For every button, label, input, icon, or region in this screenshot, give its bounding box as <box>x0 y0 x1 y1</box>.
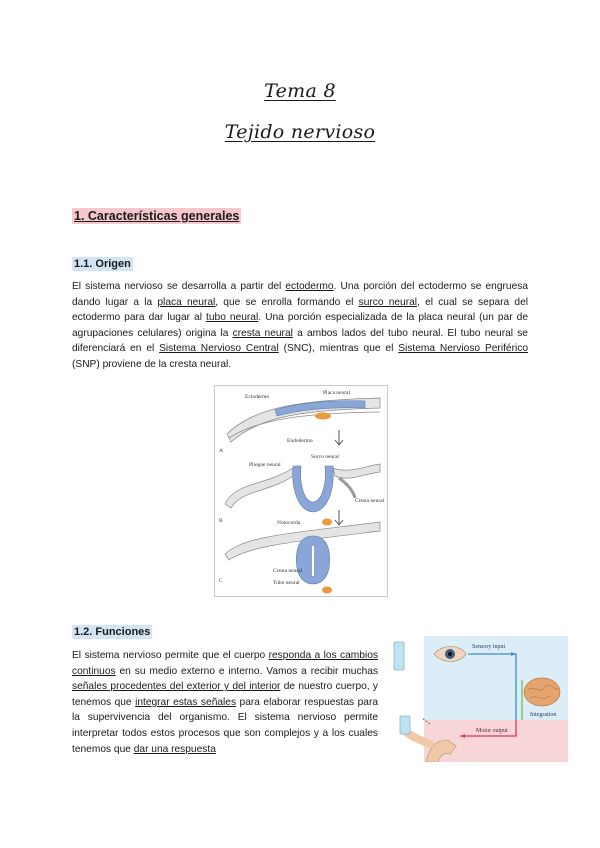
underlined-term: Sistema Nervioso Periférico <box>398 343 528 355</box>
paragraph-funciones <box>72 648 378 757</box>
text-run: . Una porción del ectodermo se engruesa dando lugar a la <box>72 281 528 308</box>
text-run: . Una porción especializada de la placa neural (un par de agrupaciones celulares) origina la <box>72 312 528 339</box>
underlined-term: tubo neural <box>206 312 259 324</box>
text-run: para elaborar respuestas para la supervivencia del organismo. El sistema nervioso permite interpretar todos estos procesos que son complejos y a los cuales tenemos que <box>72 696 379 755</box>
paragraph-origen <box>72 279 528 373</box>
title-line-1: Tema 8 <box>264 80 336 102</box>
label-cresta-neural-b: Cresta neural <box>355 498 385 504</box>
subsection-heading-origen: 1.1. Origen <box>74 258 131 270</box>
title-line-2: Tejido nervioso <box>224 121 376 143</box>
label-c: C <box>219 578 223 584</box>
text-run: (SNP) proviene de la cresta neural. <box>72 358 232 370</box>
sensory-motor-diagram <box>390 636 568 762</box>
text-run: , que se enrolla formando el <box>215 296 359 308</box>
label-notocorda: Notocorda <box>277 520 301 526</box>
text-run: a ambos lados del tubo neural. El tubo neural se diferenciará en el <box>72 327 528 355</box>
water-glass-icon <box>394 642 404 670</box>
text-run: El sistema nervioso se desarrolla a partir del <box>72 281 286 292</box>
subsection-heading-funciones: 1.2. Funciones <box>74 626 151 638</box>
underlined-term: ectodermo <box>285 281 334 292</box>
underlined-term: señales procedentes del exterior y del interior <box>72 681 281 693</box>
arrow-b-to-c <box>335 510 343 525</box>
label-integration: Integration <box>530 712 557 718</box>
notochord-c <box>322 587 332 594</box>
text-run: en su medio externo e interno. Vamos a recibir muchas <box>115 665 378 677</box>
text-run: (SNC), mientras que el <box>278 343 399 355</box>
label-endodermo: Endodermo <box>287 438 313 444</box>
text-run: de nuestro cuerpo, y tenemos que <box>72 681 379 708</box>
label-b: B <box>219 518 223 524</box>
figure-nervous-system-functions <box>390 636 568 762</box>
neural-groove-b <box>293 466 334 512</box>
label-ectodermo: Ectodermo <box>245 394 270 400</box>
underlined-term: dar una respuesta <box>133 743 216 755</box>
section-heading-caracteristicas: 1. Características generales <box>74 209 240 223</box>
neural-tube-diagram <box>215 386 387 596</box>
label-sensory-input: Sensory input <box>472 644 506 650</box>
underlined-term: cresta neural <box>232 327 293 339</box>
arrow-a-to-b <box>335 430 343 445</box>
text-run: , el cual se separa del ectodermo para dar lugar al <box>72 296 528 324</box>
label-a: A <box>219 448 223 454</box>
text-run: El sistema nervioso permite que el cuerpo <box>72 650 269 661</box>
label-surco-neural: Surco neural <box>311 454 339 460</box>
label-motor-output: Motor output <box>476 728 508 734</box>
brain-icon <box>524 678 560 706</box>
ectoderm-layer-b-right <box>333 464 380 478</box>
notochord-a <box>315 413 331 420</box>
label-tubo-neural: Tubo neural <box>273 580 300 586</box>
ectoderm-layer-b <box>225 468 293 508</box>
underlined-term: responda a los cambios continuos <box>72 650 378 677</box>
label-placa-neural: Placa neural <box>323 390 351 396</box>
underlined-term: Sistema Nervioso Central <box>159 343 279 355</box>
label-cresta-neural-c: Cresta neural <box>273 568 303 574</box>
figure-neural-tube <box>214 385 388 597</box>
underlined-term: integrar estas señales <box>135 696 237 708</box>
notochord-b <box>322 519 332 526</box>
underlined-term: placa neural <box>157 296 216 308</box>
neural-crest-b <box>339 478 355 498</box>
label-pliegue-neural: Pliegue neural <box>249 462 281 468</box>
underlined-term: surco neural <box>358 296 418 308</box>
